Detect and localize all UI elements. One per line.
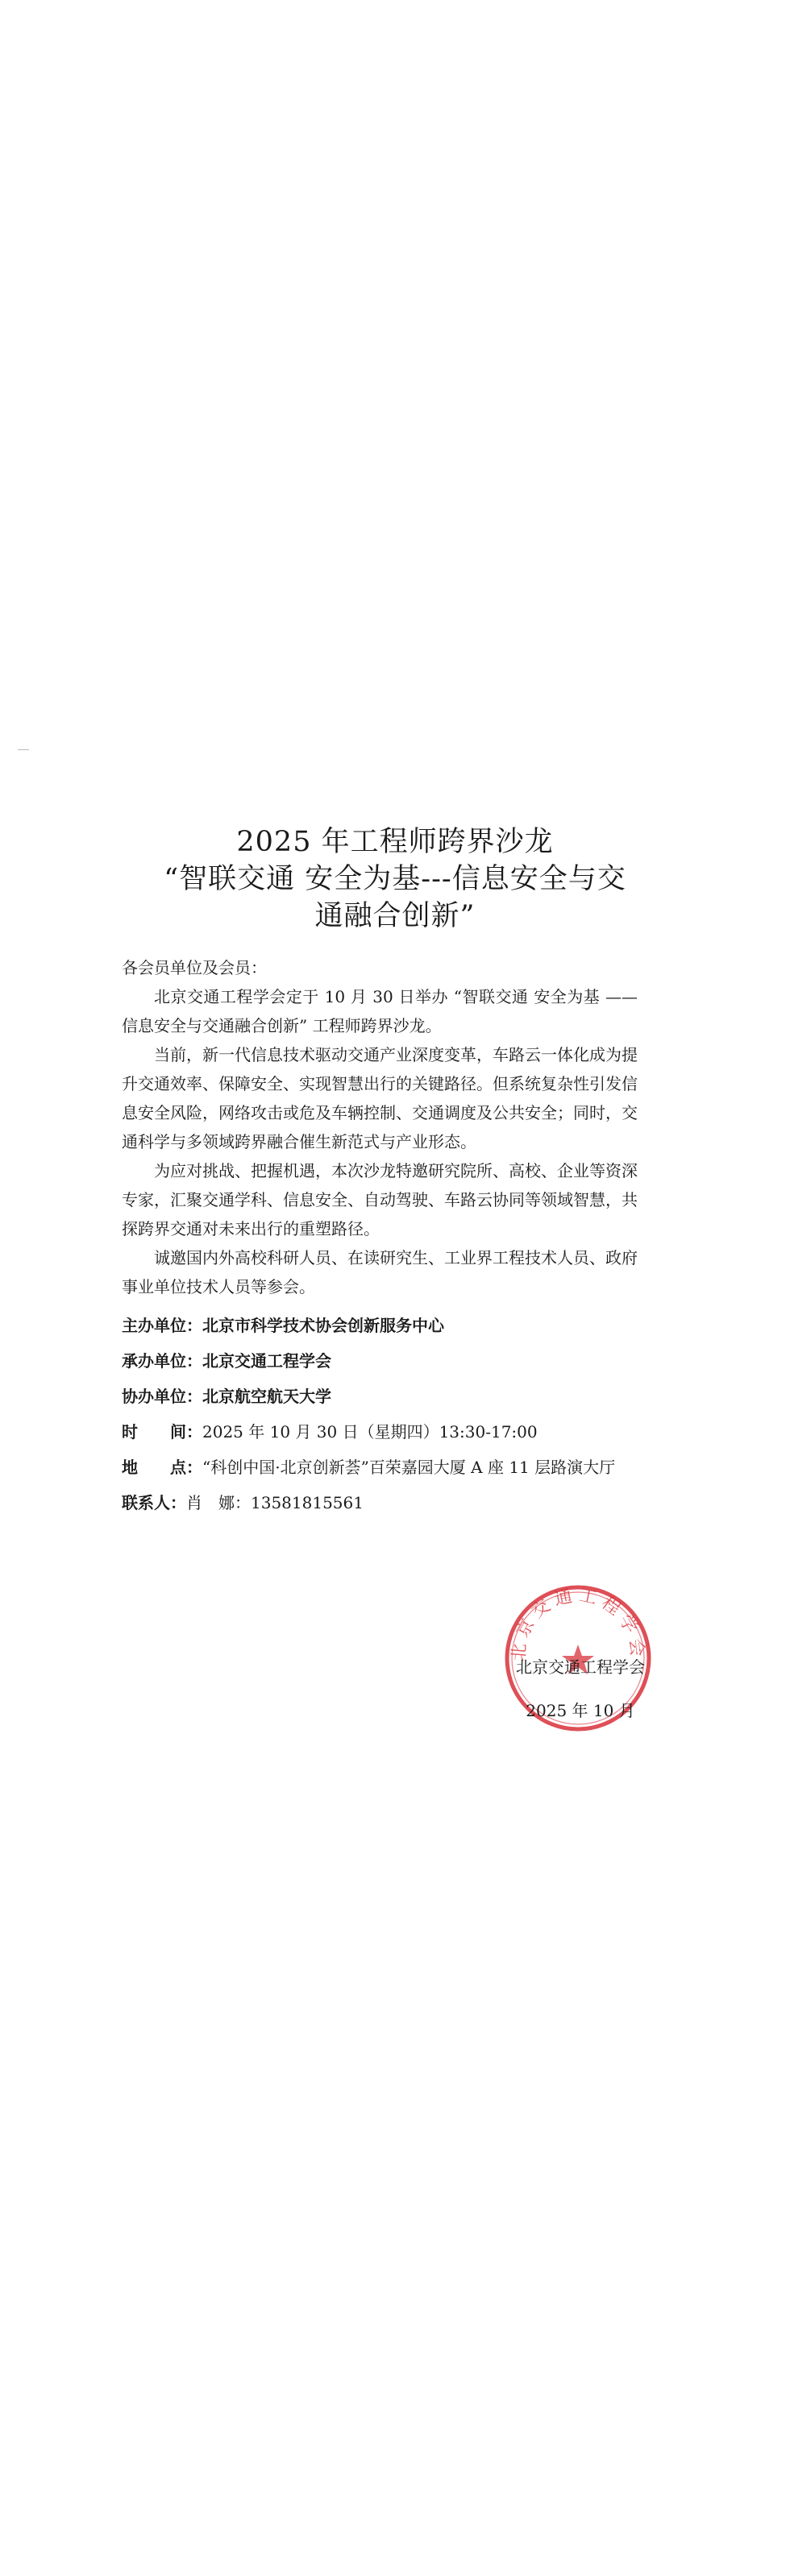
title-line-2: “智联交通 安全为基---信息安全与交	[164, 863, 626, 895]
signature-date: 2025 年 10 月	[526, 1701, 635, 1720]
organizer-label: 主办单位：	[122, 1316, 202, 1335]
signature-block	[484, 1645, 677, 1732]
info-organizer	[122, 1313, 638, 1338]
title-line-1: 2025 年工程师跨界沙龙	[236, 826, 554, 858]
salutation: 各会员单位及会员：	[122, 958, 267, 977]
organizer-value: 北京市科学技术协会创新服务中心	[202, 1316, 444, 1335]
time-value: 2025 年 10 月 30 日（星期四）13:30-17:00	[202, 1422, 538, 1441]
info-time	[122, 1419, 638, 1445]
signature-org: 北京交通工程学会	[516, 1657, 645, 1677]
scan-edge-mark	[18, 749, 29, 750]
notice-body	[122, 953, 638, 1525]
event-info	[122, 1313, 638, 1516]
info-undertaker	[122, 1348, 638, 1374]
paragraph-purpose: 为应对挑战、把握机遇，本次沙龙特邀研究院所、高校、企业等资深专家，汇聚交通学科、信息安全、自动驾驶、车路云协同等领域智慧，共探跨界交通对未来出行的重塑路径。	[122, 1161, 638, 1238]
paragraph-background: 当前，新一代信息技术驱动交通产业深度变革，车路云一体化成为提升交通效率、保障安全、实现智慧出行的关键路径。但系统复杂性引发信息安全风险，网络攻击或危及车辆控制、交通调度及公共安全；同时，交通科学与多领域跨界融合催生新范式与产业形态。	[122, 1045, 638, 1151]
undertaker-value: 北京交通工程学会	[202, 1351, 331, 1371]
title-line-3: 通融合创新”	[314, 900, 476, 932]
paragraph-invitation: 诚邀国内外高校科研人员、在读研究生、工业界工程技术人员、政府事业单位技术人员等参会。	[122, 1248, 638, 1296]
co-organizer-value: 北京航空航天大学	[202, 1387, 331, 1406]
info-co-organizer	[122, 1383, 638, 1409]
location-value: “科创中国·北京创新荟”百荣嘉园大厦 A 座 11 层路演大厅	[202, 1458, 616, 1477]
notice-title	[113, 823, 677, 935]
info-contact	[122, 1490, 638, 1516]
location-label: 地 点：	[122, 1458, 202, 1477]
time-label: 时 间：	[122, 1422, 202, 1441]
undertaker-label: 承办单位：	[122, 1351, 202, 1371]
info-location	[122, 1454, 638, 1480]
contact-value: 肖 娜：13581815561	[186, 1493, 364, 1512]
co-organizer-label: 协办单位：	[122, 1387, 202, 1406]
paragraph-announcement: 北京交通工程学会定于 10 月 30 日举办 “智联交通 安全为基 —— 信息安全与交通融合创新” 工程师跨界沙龙。	[122, 987, 638, 1035]
seal-text: 北京交通工程学会	[509, 1585, 647, 1662]
contact-label: 联系人：	[122, 1493, 186, 1512]
